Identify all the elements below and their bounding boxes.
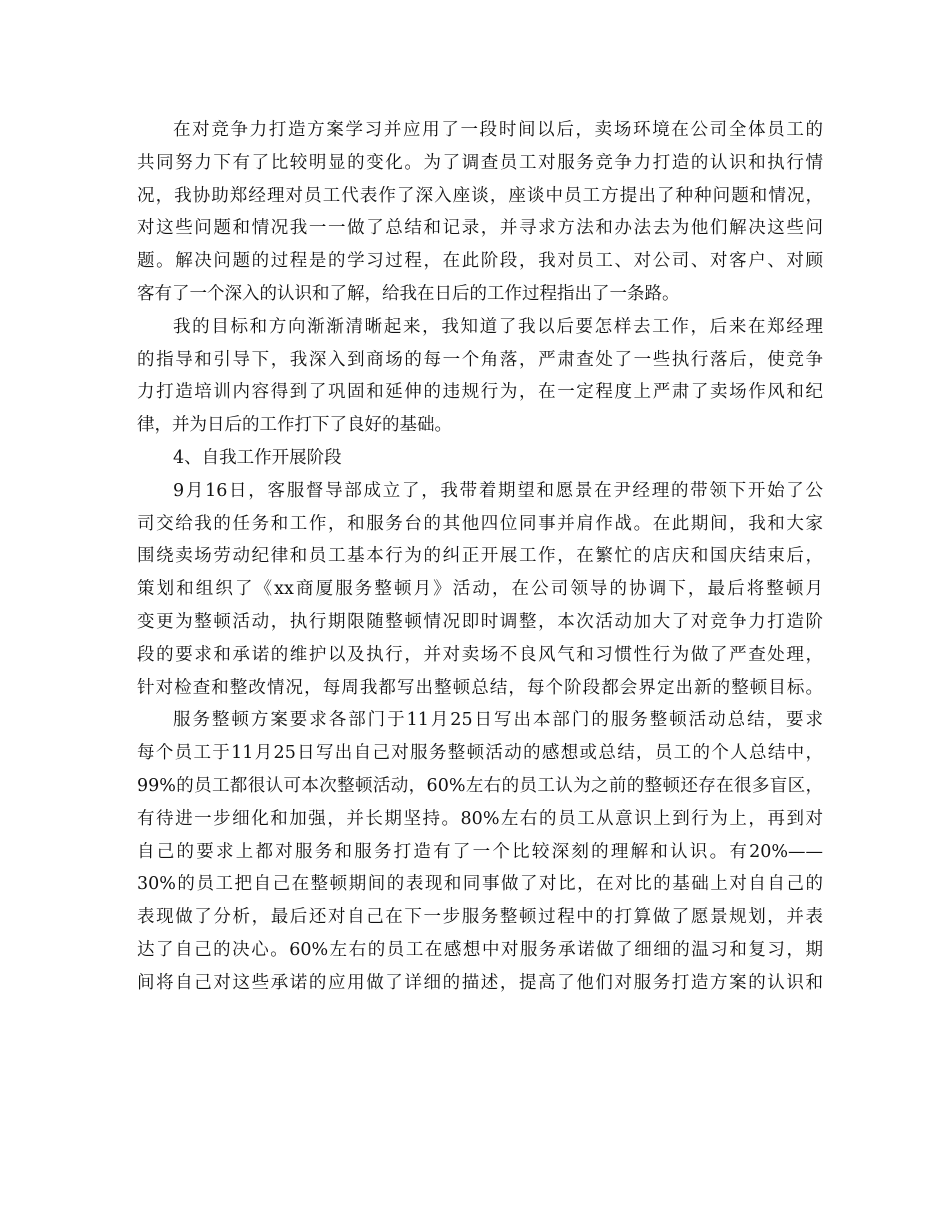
- paragraph-line: 自己的要求上都对服务和服务打造有了一个比较深刻的理解和认识。有20%——: [137, 841, 823, 862]
- paragraph-line: 对这些问题和情况我一一做了总结和记录，并寻求方法和办法去为他们解决这些问: [137, 218, 823, 239]
- paragraph-line: 在对竞争力打造方案学习并应用了一段时间以后，卖场环境在公司全体员工的: [173, 120, 823, 140]
- paragraph-line: 达了自己的决心。60%左右的员工在感想中对服务承诺做了细细的温习和复习，期: [137, 939, 823, 960]
- paragraph-line: 针对检查和整改情况，每周我都写出整顿总结，每个阶段都会界定出新的整顿目标。: [137, 677, 823, 698]
- paragraph-line: 围绕卖场劳动纪律和员工基本行为的纠正开展工作，在繁忙的店庆和国庆结束后，: [137, 546, 823, 567]
- paragraph-line: 段的要求和承诺的维护以及执行，并对卖场不良风气和习惯性行为做了严查处理，: [137, 644, 823, 665]
- paragraph-line: 服务整顿方案要求各部门于11月25日写出本部门的服务整顿活动总结，要求: [173, 710, 823, 731]
- paragraph-line: 策划和组织了《xx商厦服务整顿月》活动，在公司领导的协调下，最后将整顿月: [137, 579, 823, 600]
- paragraph-line: 30%的员工把自己在整顿期间的表现和同事做了对比，在对比的基础上对自自己的: [137, 874, 823, 895]
- paragraph-line: 每个员工于11月25日写出自己对服务整顿活动的感想或总结，员工的个人总结中，: [137, 743, 823, 764]
- paragraph-line: 间将自己对这些承诺的应用做了详细的描述，提高了他们对服务打造方案的认识和: [137, 972, 823, 993]
- paragraph-line: 题。解决问题的过程是的学习过程，在此阶段，我对员工、对公司、对客户、对顾: [137, 251, 823, 272]
- paragraph-line: 司交给我的任务和工作，和服务台的其他四位同事并肩作战。在此期间，我和大家: [137, 513, 823, 534]
- paragraph-line: 我的目标和方向渐渐清晰起来，我知道了我以后要怎样去工作，后来在郑经理: [173, 316, 823, 337]
- paragraph-line: 表现做了分析，最后还对自己在下一步服务整顿过程中的打算做了愿景规划，并表: [137, 907, 823, 928]
- paragraph-line: 况，我协助郑经理对员工代表作了深入座谈，座谈中员工方提出了种种问题和情况，: [137, 185, 823, 206]
- paragraph-line: 力打造培训内容得到了巩固和延伸的违规行为，在一定程度上严肃了卖场作风和纪: [137, 382, 823, 403]
- section-heading: 4、自我工作开展阶段: [173, 447, 342, 468]
- paragraph-line: 变更为整顿活动，执行期限随整顿情况即时调整，本次活动加大了对竞争力打造阶: [137, 611, 823, 632]
- paragraph-line: 9月16日，客服督导部成立了，我带着期望和愿景在尹经理的带领下开始了公: [173, 480, 823, 501]
- paragraph-line: 客有了一个深入的认识和了解，给我在日后的工作过程指出了一条路。: [137, 283, 680, 304]
- paragraph-line: 律，并为日后的工作打下了良好的基础。: [137, 415, 452, 436]
- paragraph-line: 共同努力下有了比较明显的变化。为了调查员工对服务竞争力打造的认识和执行情: [137, 152, 823, 173]
- paragraph-line: 有待进一步细化和加强，并长期坚持。80%左右的员工从意识上到行为上，再到对: [137, 808, 823, 829]
- paragraph-line: 99%的员工都很认可本次整顿活动，60%左右的员工认为之前的整顿还存在很多盲区，: [137, 775, 823, 796]
- document-body: [137, 114, 823, 1000]
- paragraph-line: 的指导和引导下，我深入到商场的每一个角落，严肃查处了一些执行落后，使竞争: [137, 349, 823, 370]
